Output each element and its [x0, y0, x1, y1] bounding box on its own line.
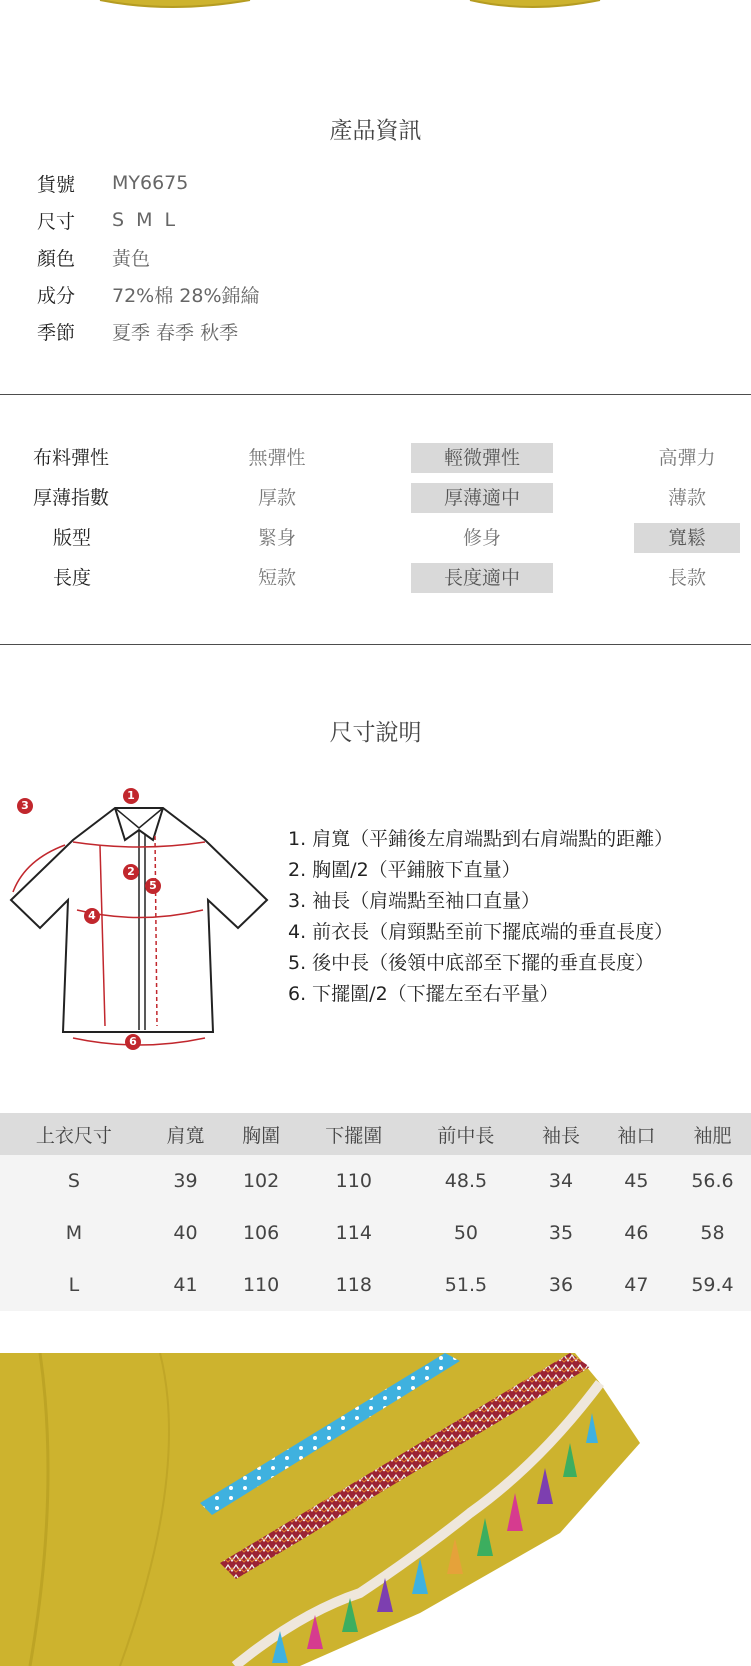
- attr-option-selected: 寬鬆: [634, 523, 740, 553]
- info-value: 夏季 春季 秋季: [112, 321, 239, 344]
- attr-option-selected: 厚薄適中: [411, 483, 553, 513]
- table-header-cell: 肩寬: [148, 1113, 223, 1155]
- table-row: [0, 1155, 751, 1207]
- table-cell: 35: [523, 1207, 598, 1259]
- attr-option: 厚款: [257, 487, 296, 509]
- table-cell: 58: [674, 1207, 751, 1259]
- product-detail-photo: [0, 1353, 751, 1666]
- table-cell: 50: [409, 1207, 524, 1259]
- table-cell: 56.6: [674, 1155, 751, 1207]
- info-row-size: [37, 205, 178, 235]
- size-table: [0, 1113, 751, 1311]
- info-row-season: [37, 316, 238, 346]
- table-cell: 47: [599, 1259, 674, 1311]
- attr-label: 版型: [53, 527, 92, 549]
- table-cell: 51.5: [409, 1259, 524, 1311]
- table-header-cell: 袖長: [523, 1113, 598, 1155]
- table-cell: 36: [523, 1259, 598, 1311]
- table-cell: 118: [299, 1259, 409, 1311]
- table-header-cell: 上衣尺寸: [0, 1113, 148, 1155]
- info-value: 黃色: [112, 247, 151, 270]
- attr-row-length: [0, 561, 751, 595]
- table-cell: 110: [299, 1155, 409, 1207]
- info-row-material: [37, 279, 260, 309]
- table-cell: 59.4: [674, 1259, 751, 1311]
- table-cell: 106: [223, 1207, 299, 1259]
- size-explanation-item: 5. 後中長（後領中底部至下擺的垂直長度）: [288, 952, 655, 974]
- attr-option-selected: 長度適中: [411, 563, 553, 593]
- attr-label: 布料彈性: [33, 447, 110, 469]
- info-value: 72%棉 28%錦綸: [112, 284, 260, 307]
- attr-option: 薄款: [667, 487, 706, 509]
- info-row-sku: [37, 168, 188, 198]
- product-info-title: 產品資訊: [329, 118, 422, 144]
- diagram-marker: 5: [145, 878, 161, 894]
- table-cell: S: [0, 1155, 148, 1207]
- table-cell: 46: [599, 1207, 674, 1259]
- table-cell: 34: [523, 1155, 598, 1207]
- size-table-header: [0, 1113, 751, 1155]
- diagram-marker: 4: [84, 908, 100, 924]
- table-cell: 114: [299, 1207, 409, 1259]
- attr-option: 長款: [667, 567, 706, 589]
- shirt-measurement-diagram: [5, 789, 275, 1060]
- table-cell: 41: [148, 1259, 223, 1311]
- table-cell: 48.5: [409, 1155, 524, 1207]
- diagram-marker: 3: [17, 798, 33, 814]
- shirt-diagram-svg: [5, 800, 275, 1060]
- table-header-cell: 前中長: [409, 1113, 524, 1155]
- divider: [0, 644, 751, 645]
- table-row: [0, 1259, 751, 1311]
- info-label: 顏色: [37, 247, 76, 270]
- size-explanation-item: 3. 袖長（肩端點至袖口直量）: [288, 890, 541, 912]
- attr-option: 無彈性: [248, 447, 306, 469]
- diagram-marker: 1: [123, 788, 139, 804]
- diagram-marker: 2: [123, 864, 139, 880]
- top-product-photo: [0, 0, 751, 24]
- attr-option: 修身: [462, 527, 501, 549]
- table-header-cell: 袖口: [599, 1113, 674, 1155]
- size-explanation-item: 1. 肩寬（平鋪後左肩端點到右肩端點的距離）: [288, 828, 674, 850]
- attr-label: 厚薄指數: [33, 487, 110, 509]
- attr-option: 緊身: [257, 527, 296, 549]
- info-value: S M L: [112, 209, 179, 231]
- info-label: 季節: [37, 321, 76, 344]
- info-label: 尺寸: [37, 210, 76, 233]
- table-header-cell: 袖肥: [674, 1113, 751, 1155]
- info-label: 成分: [37, 284, 76, 307]
- attr-row-fit: [0, 521, 751, 555]
- size-guide-title: 尺寸說明: [329, 720, 422, 746]
- attr-option-selected: 輕微彈性: [411, 443, 553, 473]
- table-cell: L: [0, 1259, 148, 1311]
- table-cell: 45: [599, 1155, 674, 1207]
- size-explanation-item: 4. 前衣長（肩頸點至前下擺底端的垂直長度）: [288, 921, 674, 943]
- table-header-cell: 下擺圍: [299, 1113, 409, 1155]
- attr-row-thickness: [0, 481, 751, 515]
- info-label: 貨號: [37, 173, 76, 196]
- info-row-color: [37, 242, 150, 272]
- table-cell: M: [0, 1207, 148, 1259]
- attr-option: 高彈力: [658, 447, 716, 469]
- table-header-cell: 胸圍: [223, 1113, 299, 1155]
- attr-option: 短款: [257, 567, 296, 589]
- table-row: [0, 1207, 751, 1259]
- size-explanation-item: 2. 胸圍/2（平鋪腋下直量）: [288, 859, 521, 881]
- table-cell: 39: [148, 1155, 223, 1207]
- info-value: MY6675: [112, 172, 189, 194]
- table-cell: 40: [148, 1207, 223, 1259]
- attr-label: 長度: [53, 567, 92, 589]
- attr-row-elasticity: [0, 441, 751, 475]
- diagram-marker: 6: [125, 1034, 141, 1050]
- size-explanation-item: 6. 下擺圍/2（下擺左至右平量）: [288, 983, 559, 1005]
- table-cell: 110: [223, 1259, 299, 1311]
- table-cell: 102: [223, 1155, 299, 1207]
- divider: [0, 394, 751, 395]
